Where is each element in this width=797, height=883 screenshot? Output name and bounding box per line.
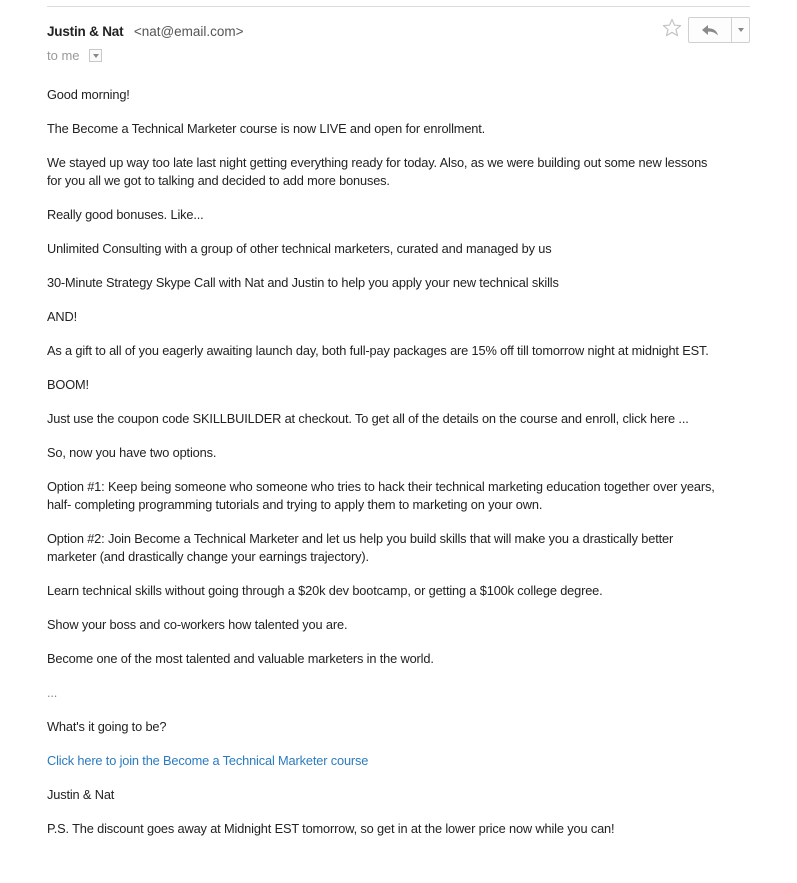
body-paragraph: Learn technical skills without going through a $20k dev bootcamp, or getting a $100k college degree. <box>47 583 603 598</box>
reply-button[interactable] <box>688 17 731 43</box>
body-paragraph: Unlimited Consulting with a group of other technical marketers, curated and managed by us <box>47 241 552 256</box>
message-body <box>47 86 715 854</box>
body-paragraph: As a gift to all of you eagerly awaiting launch day, both full-pay packages are 15% off till tomorrow night at midnight EST. <box>47 343 709 358</box>
cta-link[interactable]: Click here to join the Become a Technical Marketer course <box>47 753 369 768</box>
sender-email[interactable]: <nat@email.com> <box>133 24 244 39</box>
ellipsis: ... <box>47 685 58 700</box>
sender-name[interactable]: Justin & Nat <box>47 24 124 39</box>
body-paragraph: AND! <box>47 309 77 324</box>
recipient-label: to me <box>47 48 80 63</box>
body-paragraph: What's it going to be? <box>47 719 167 734</box>
header-divider <box>47 6 750 7</box>
reply-button-group <box>688 17 750 41</box>
postscript: P.S. The discount goes away at Midnight EST tomorrow, so get in at the lower price now while you can! <box>47 821 615 836</box>
reply-icon <box>701 24 719 36</box>
body-paragraph: Good morning! <box>47 87 130 102</box>
body-paragraph: Option #1: Keep being someone who someone who tries to hack their technical marketing education together over years, half- completing programming tutorials and trying to apply them to marketing on your own. <box>47 479 715 512</box>
signoff: Justin & Nat <box>47 787 115 802</box>
body-paragraph: Show your boss and co-workers how talented you are. <box>47 617 348 632</box>
recipient-line <box>47 48 102 64</box>
body-paragraph: So, now you have two options. <box>47 445 217 460</box>
body-paragraph: The Become a Technical Marketer course is now LIVE and open for enrollment. <box>47 121 486 136</box>
body-paragraph: We stayed up way too late last night getting everything ready for today. Also, as we were building out some new lessons for you all we got to talking and decided to add more bonuses. <box>47 155 708 188</box>
star-icon[interactable] <box>662 18 682 38</box>
show-details-icon[interactable] <box>89 49 102 62</box>
sender <box>47 23 244 41</box>
body-paragraph: 30-Minute Strategy Skype Call with Nat and Justin to help you apply your new technical skills <box>47 275 559 290</box>
body-paragraph: Just use the coupon code SKILLBUILDER at checkout. To get all of the details on the course and enroll, click here ... <box>47 411 689 426</box>
body-paragraph: Really good bonuses. Like... <box>47 207 204 222</box>
body-paragraph: BOOM! <box>47 377 89 392</box>
body-paragraph: Become one of the most talented and valuable marketers in the world. <box>47 651 434 666</box>
body-paragraph: Option #2: Join Become a Technical Marketer and let us help you build skills that will make you a drastically better marketer (and drastically change your earnings trajectory). <box>47 531 674 564</box>
more-options-button[interactable] <box>731 17 750 43</box>
